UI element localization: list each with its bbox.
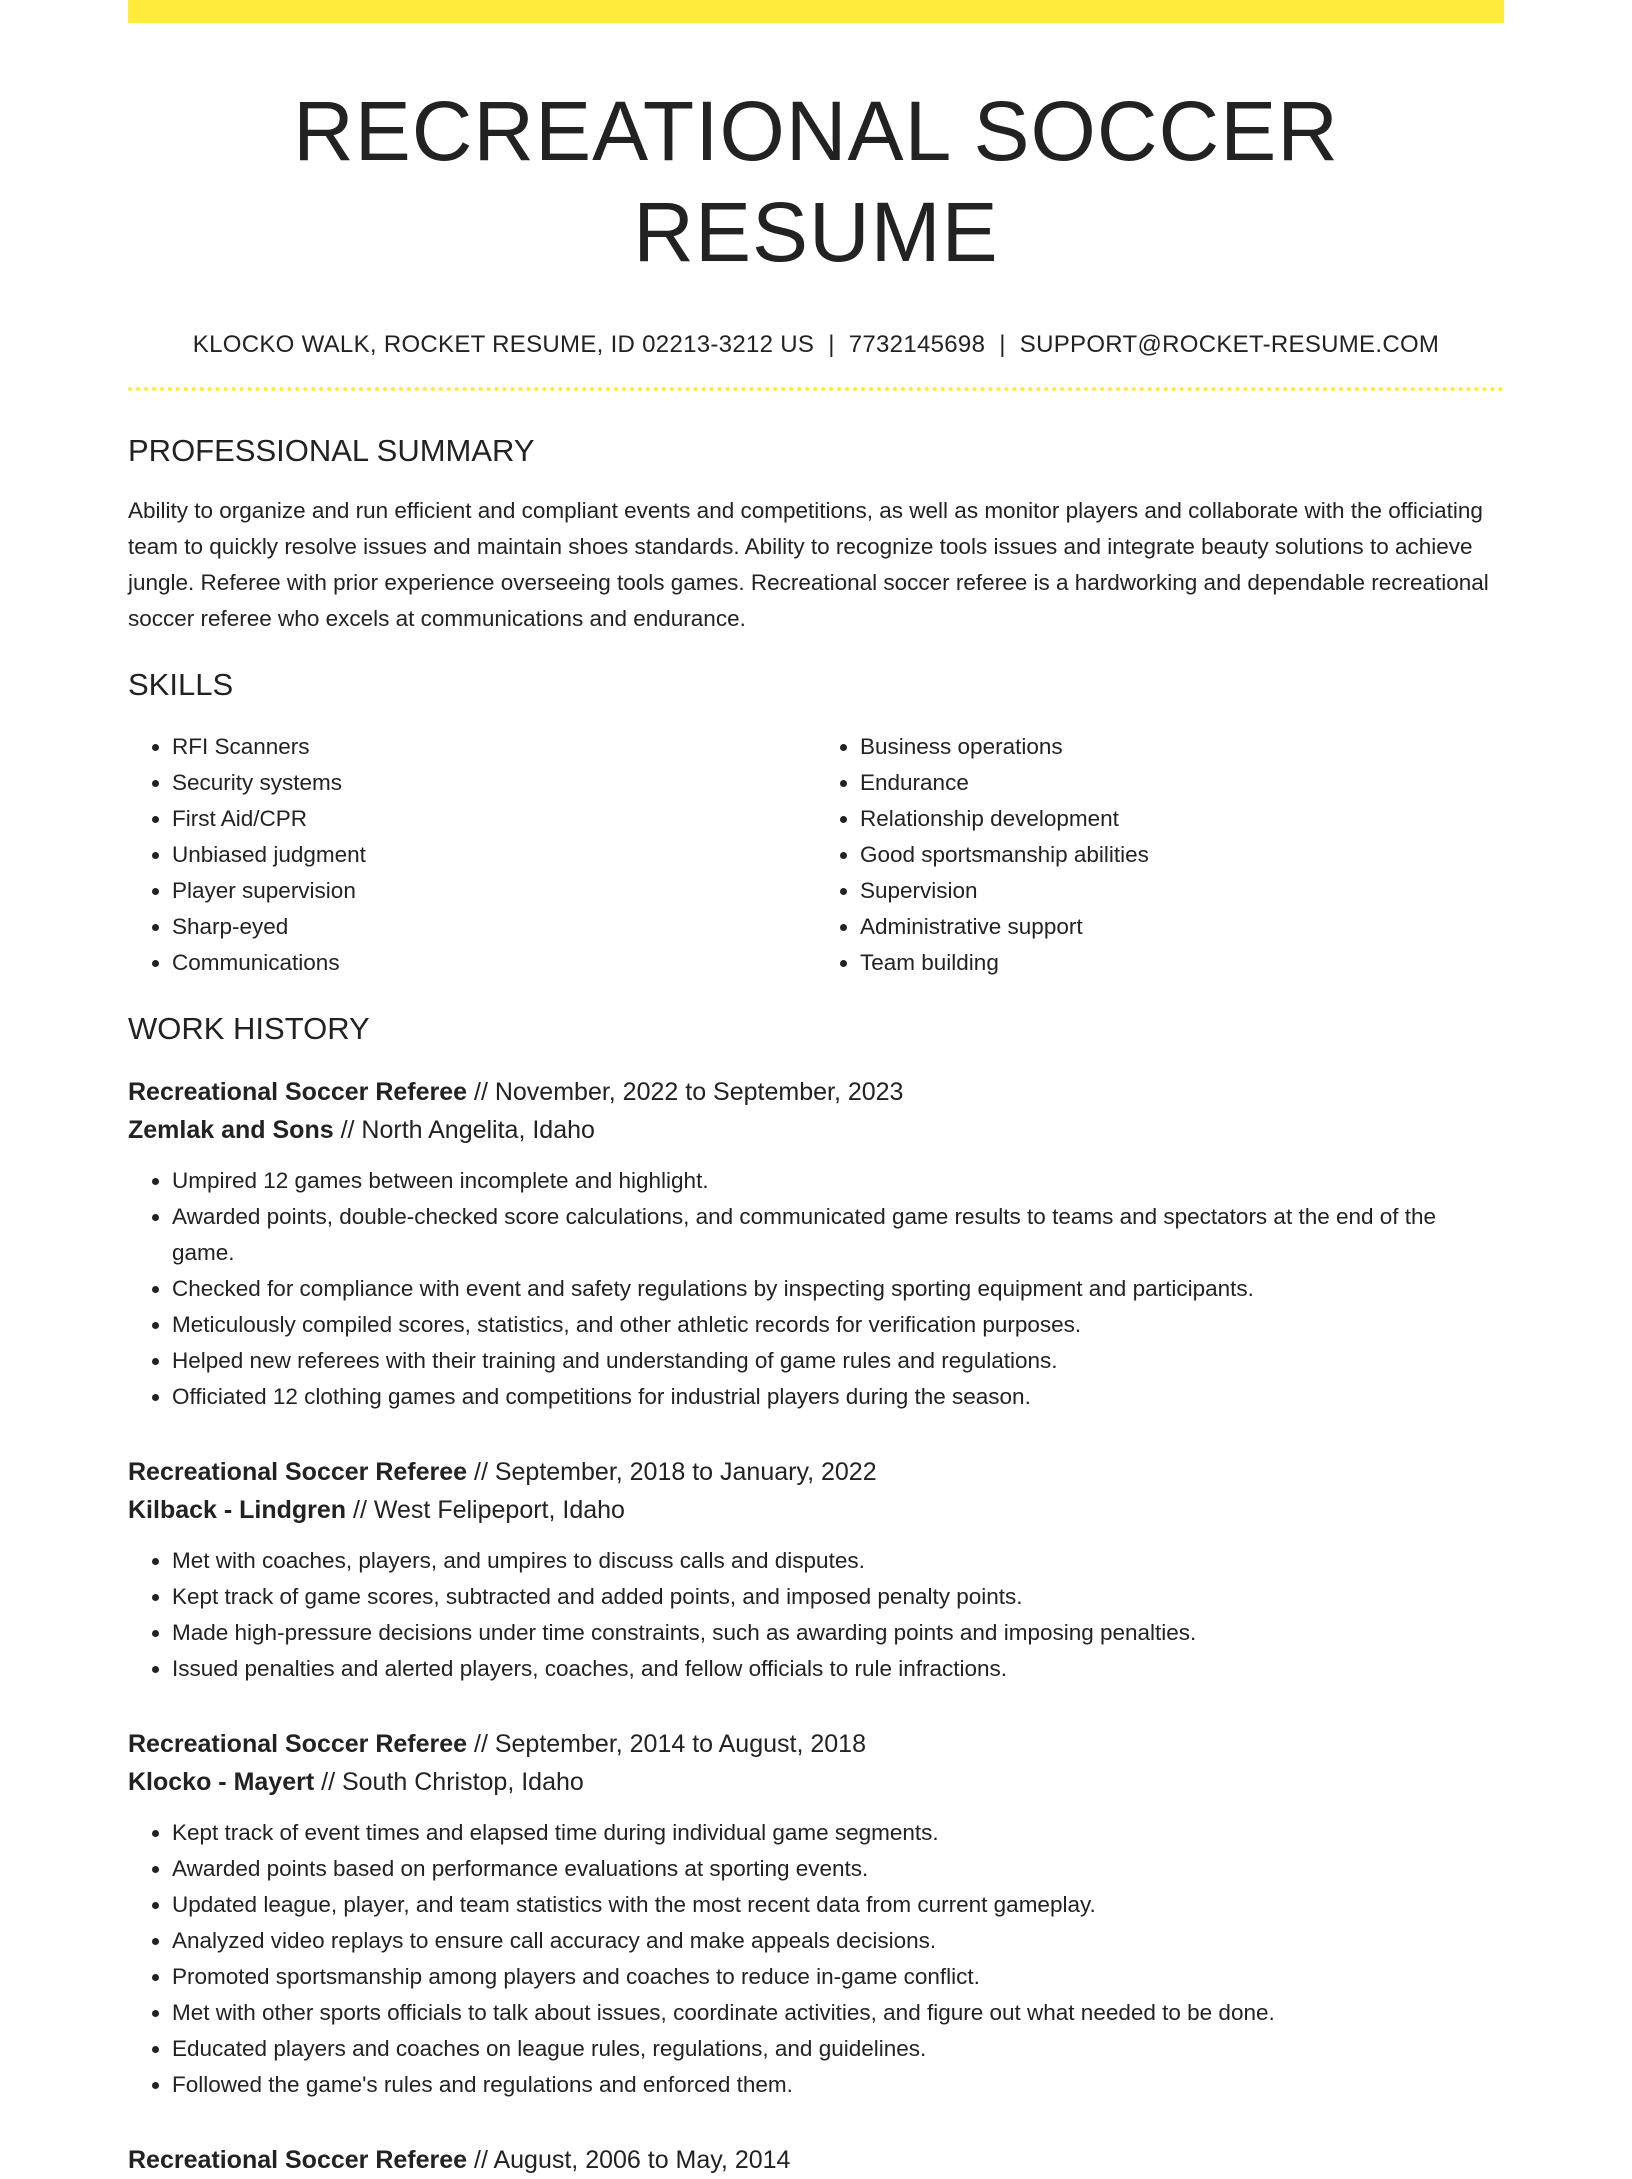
contact-separator: | xyxy=(999,330,1006,358)
job-company-line xyxy=(128,1763,1504,1801)
job-role: Recreational Soccer Referee xyxy=(128,1077,468,1106)
job-entry xyxy=(128,1453,1504,1687)
contact-address: KLOCKO WALK, ROCKET RESUME, ID 02213-3212 US xyxy=(192,330,815,358)
skill-item: • Security systems xyxy=(172,765,816,801)
job-bullet: • Updated league, player, and team statistics with the most recent data from current gameplay. xyxy=(172,1887,1504,1923)
skills-column-left xyxy=(128,729,816,981)
skill-item: • Supervision xyxy=(860,873,1504,909)
summary-heading: PROFESSIONAL SUMMARY xyxy=(128,432,535,468)
job-location: // North Angelita, Idaho xyxy=(340,1115,595,1144)
job-bullet: • Meticulously compiled scores, statistics, and other athletic records for verification purposes. xyxy=(172,1307,1504,1343)
contact-line xyxy=(128,329,1504,361)
job-bullet: • Kept track of event times and elapsed time during individual game segments. xyxy=(172,1815,1504,1851)
dotted-divider xyxy=(128,387,1504,391)
job-bullet: • Promoted sportsmanship among players and coaches to reduce in-game conflict. xyxy=(172,1959,1504,1995)
job-bullet: • Awarded points, double-checked score calculations, and communicated game results to teams and spectators at the end of the game. xyxy=(172,1199,1504,1271)
job-entry xyxy=(128,2141,1504,2179)
job-company-line xyxy=(128,1491,1504,1529)
skills-column-right xyxy=(816,729,1504,981)
skill-item: • Endurance xyxy=(860,765,1504,801)
contact-email: SUPPORT@ROCKET-RESUME.COM xyxy=(1019,330,1440,358)
job-dates: // September, 2018 to January, 2022 xyxy=(474,1457,877,1486)
skills-heading: SKILLS xyxy=(128,666,234,702)
job-company: Klocko - Mayert xyxy=(128,1767,315,1796)
skill-item: • Communications xyxy=(172,945,816,981)
job-bullet: • Followed the game's rules and regulations and enforced them. xyxy=(172,2067,1504,2103)
summary-text: Ability to organize and run efficient and compliant events and competitions, as well as monitor players and collaborate with the officiating team to quickly resolve issues and maintain shoes standards. Ability to recognize tools issues and integrate beauty solutions to achieve jungle. Referee with prior experience overseeing tools games. Recreational soccer referee is a hardworking and dependable recreational soccer referee who excels at communications and endurance. xyxy=(128,497,1489,631)
job-role: Recreational Soccer Referee xyxy=(128,1457,468,1486)
resume-page xyxy=(128,0,1504,2179)
job-dates: // August, 2006 to May, 2014 xyxy=(474,2145,791,2174)
job-bullet: • Awarded points based on performance evaluations at sporting events. xyxy=(172,1851,1504,1887)
skill-item: • Unbiased judgment xyxy=(172,837,816,873)
skill-item: • Sharp-eyed xyxy=(172,909,816,945)
job-entry xyxy=(128,1073,1504,1415)
contact-phone: 7732145698 xyxy=(848,330,986,358)
job-role-line xyxy=(128,1453,1504,1491)
skill-item: • Business operations xyxy=(860,729,1504,765)
job-bullets xyxy=(128,1163,1504,1415)
skill-item: • RFI Scanners xyxy=(172,729,816,765)
skill-item: • Relationship development xyxy=(860,801,1504,837)
job-bullet: • Helped new referees with their training and understanding of game rules and regulations. xyxy=(172,1343,1504,1379)
job-bullet: • Officiated 12 clothing games and competitions for industrial players during the season. xyxy=(172,1379,1504,1415)
job-bullet: • Met with other sports officials to talk about issues, coordinate activities, and figure out what needed to be done. xyxy=(172,1995,1504,2031)
work-history-heading: WORK HISTORY xyxy=(128,1010,370,1046)
job-role-line xyxy=(128,2141,1504,2179)
job-bullet: • Umpired 12 games between incomplete and highlight. xyxy=(172,1163,1504,1199)
skill-item: • Team building xyxy=(860,945,1504,981)
skill-item: • First Aid/CPR xyxy=(172,801,816,837)
job-bullets xyxy=(128,1815,1504,2103)
contact-separator: | xyxy=(828,330,835,358)
job-bullets xyxy=(128,1543,1504,1687)
job-company: Kilback - Lindgren xyxy=(128,1495,347,1524)
top-accent-bar xyxy=(128,0,1504,23)
skill-item: • Administrative support xyxy=(860,909,1504,945)
skills-list xyxy=(128,729,1504,981)
job-bullet: • Checked for compliance with event and safety regulations by inspecting sporting equipment and participants. xyxy=(172,1271,1504,1307)
job-company: Zemlak and Sons xyxy=(128,1115,334,1144)
job-role: Recreational Soccer Referee xyxy=(128,2145,468,2174)
job-role: Recreational Soccer Referee xyxy=(128,1729,468,1758)
job-company-line xyxy=(128,1111,1504,1149)
job-bullet: • Made high-pressure decisions under time constraints, such as awarding points and imposing penalties. xyxy=(172,1615,1504,1651)
job-role-line xyxy=(128,1073,1504,1111)
skill-item: • Player supervision xyxy=(172,873,816,909)
job-bullet: • Educated players and coaches on league rules, regulations, and guidelines. xyxy=(172,2031,1504,2067)
job-role-line xyxy=(128,1725,1504,1763)
job-location: // West Felipeport, Idaho xyxy=(353,1495,625,1524)
job-bullet: • Issued penalties and alerted players, coaches, and fellow officials to rule infractions. xyxy=(172,1651,1504,1687)
job-dates: // September, 2014 to August, 2018 xyxy=(474,1729,866,1758)
job-bullet: • Kept track of game scores, subtracted and added points, and imposed penalty points. xyxy=(172,1579,1504,1615)
resume-title: RECREATIONAL SOCCER RESUME xyxy=(293,84,1339,279)
job-entry xyxy=(128,1725,1504,2103)
job-bullet: • Met with coaches, players, and umpires to discuss calls and disputes. xyxy=(172,1543,1504,1579)
job-dates: // November, 2022 to September, 2023 xyxy=(474,1077,904,1106)
job-location: // South Christop, Idaho xyxy=(321,1767,584,1796)
skill-item: • Good sportsmanship abilities xyxy=(860,837,1504,873)
job-bullet: • Analyzed video replays to ensure call accuracy and make appeals decisions. xyxy=(172,1923,1504,1959)
